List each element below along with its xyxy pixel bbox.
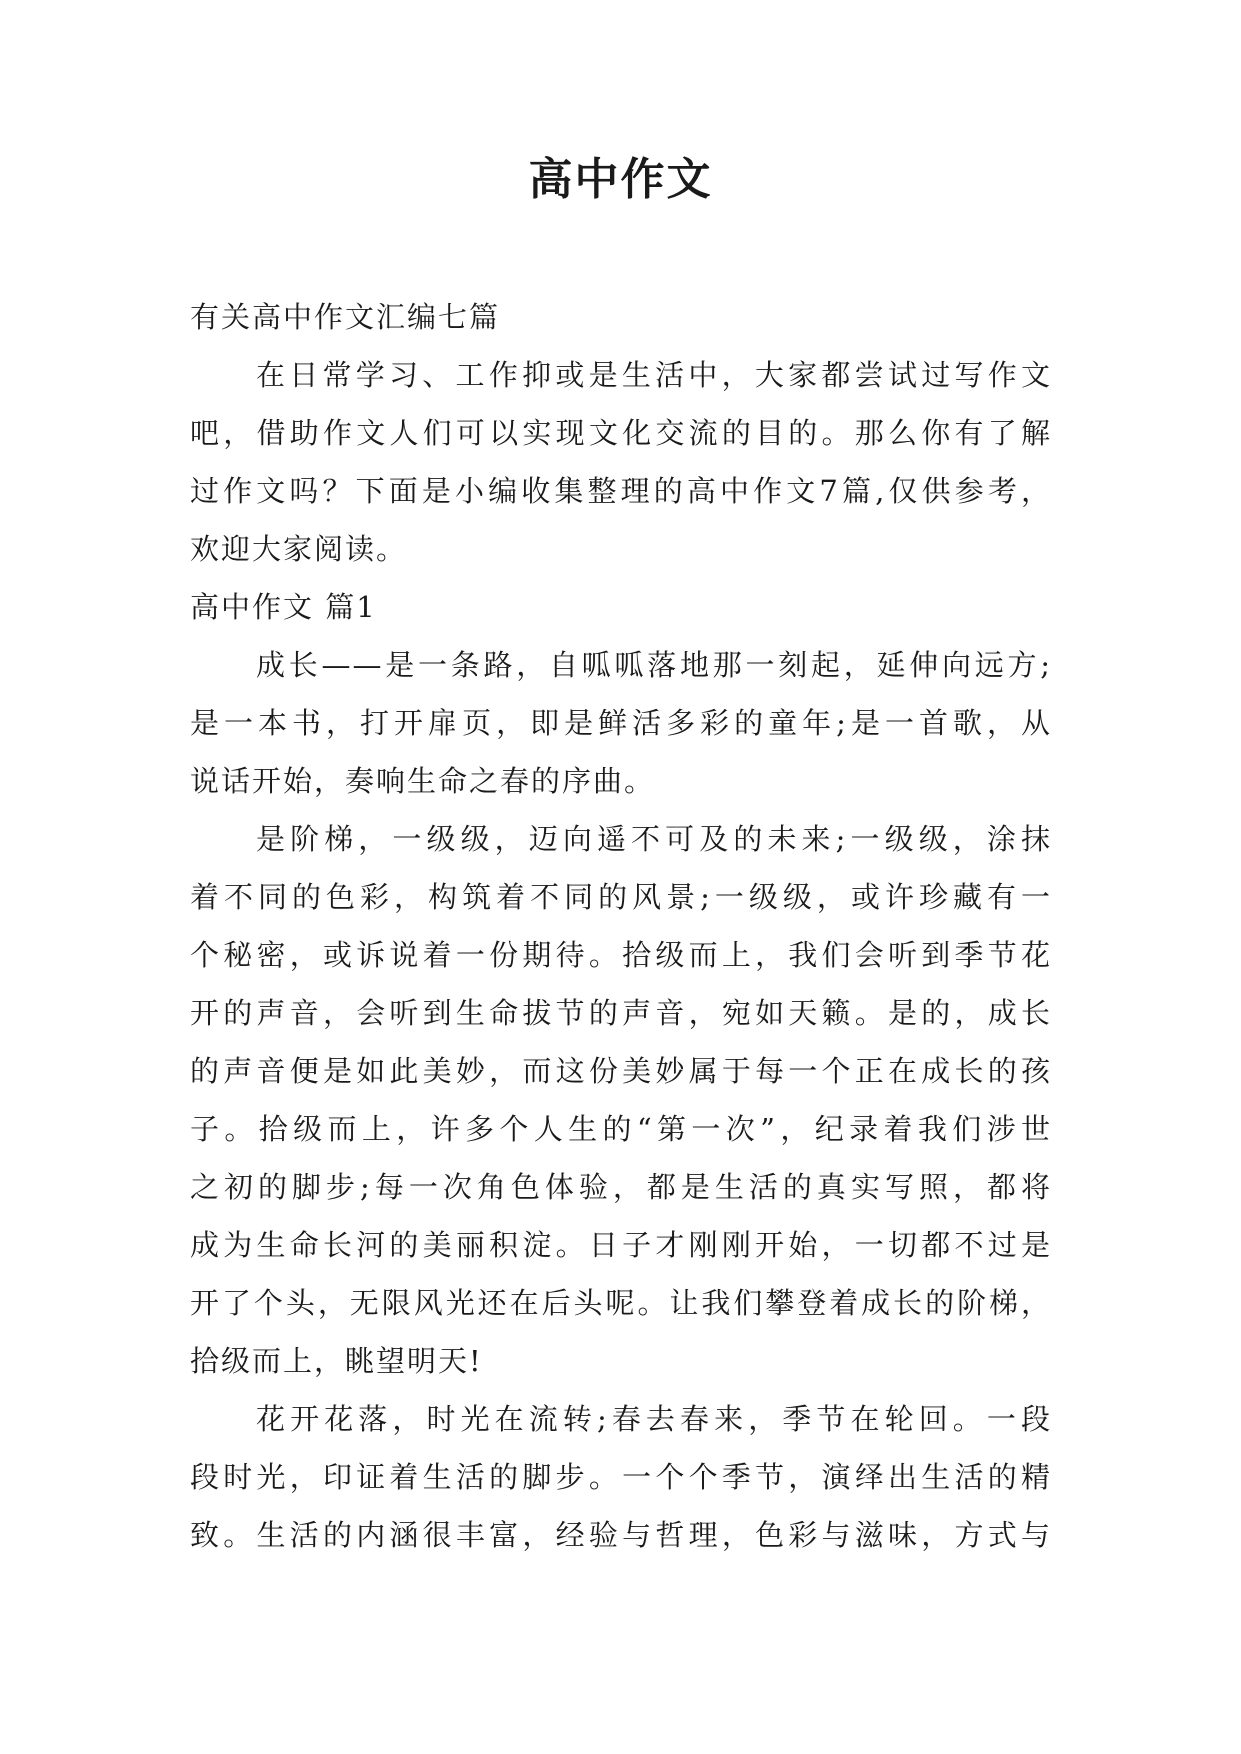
document-title: 高中作文 xyxy=(528,154,713,205)
text-line: 之初的脚步;每一次角色体验，都是生活的真实写照，都将 xyxy=(190,1170,1052,1204)
text-line: 成长——是一条路，自呱呱落地那一刻起，延伸向远方; xyxy=(256,648,1052,682)
text-line: 子。拾级而上，许多个人生的“第一次”，纪录着我们涉世 xyxy=(190,1112,1052,1146)
text-line: 致。生活的内涵很丰富，经验与哲理，色彩与滋味，方式与 xyxy=(190,1518,1052,1552)
text-line: 的声音便是如此美妙，而这份美妙属于每一个正在成长的孩 xyxy=(190,1054,1052,1088)
section-heading: 高中作文 篇1 xyxy=(190,590,377,624)
text-line: 花开花落，时光在流转;春去春来，季节在轮回。一段 xyxy=(256,1402,1052,1436)
text-line: 着不同的色彩，构筑着不同的风景;一级级，或许珍藏有一 xyxy=(190,880,1052,914)
text-line: 开的声音，会听到生命拔节的声音，宛如天籁。是的，成长 xyxy=(190,996,1052,1030)
document-body xyxy=(190,288,1052,1564)
text-line: 过作文吗？下面是小编收集整理的高中作文7篇,仅供参考， xyxy=(190,474,1052,508)
text-line: 在日常学习、工作抑或是生活中，大家都尝试过写作文 xyxy=(256,358,1052,392)
text-line: 是阶梯，一级级，迈向遥不可及的未来;一级级，涂抹 xyxy=(256,822,1052,856)
text-line: 段时光，印证着生活的脚步。一个个季节，演绎出生活的精 xyxy=(190,1460,1052,1494)
text-line: 欢迎大家阅读。 xyxy=(190,532,408,566)
text-line: 开了个头，无限风光还在后头呢。让我们攀登着成长的阶梯， xyxy=(190,1286,1052,1320)
document-subtitle: 有关高中作文汇编七篇 xyxy=(190,300,501,334)
text-line: 个秘密，或诉说着一份期待。拾级而上，我们会听到季节花 xyxy=(190,938,1052,972)
text-line: 成为生命长河的美丽积淀。日子才刚刚开始，一切都不过是 xyxy=(190,1228,1052,1262)
text-line: 吧，借助作文人们可以实现文化交流的目的。那么你有了解 xyxy=(190,416,1052,450)
text-line: 拾级而上，眺望明天! xyxy=(190,1344,483,1378)
text-line: 是一本书，打开扉页，即是鲜活多彩的童年;是一首歌，从 xyxy=(190,706,1052,740)
text-line: 说话开始，奏响生命之春的序曲。 xyxy=(190,764,656,798)
